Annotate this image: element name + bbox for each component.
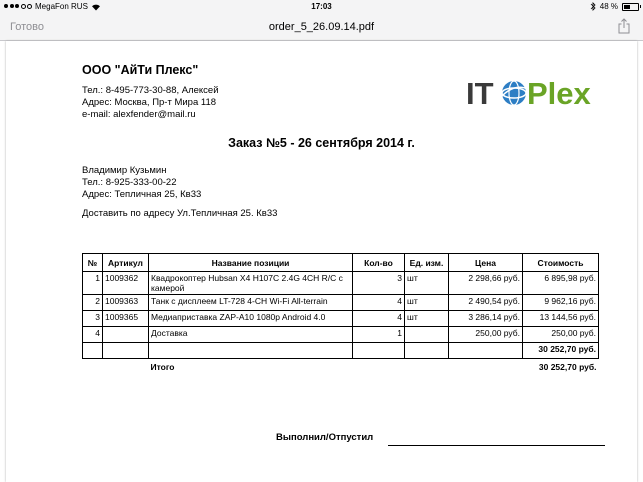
- subtotal-row: [83, 343, 599, 359]
- contact-email: e-mail: alexfender@mail.ru: [82, 109, 196, 120]
- row-number: 3: [83, 311, 103, 327]
- table-row: [83, 327, 599, 343]
- order-table: [82, 253, 599, 376]
- status-time: 17:03: [311, 2, 332, 11]
- col-header-number: №: [83, 254, 103, 272]
- contact-address: Адрес: Москва, Пр-т Мира 118: [82, 97, 217, 108]
- row-unit: шт: [405, 272, 449, 295]
- svg-text:IT: IT: [466, 76, 494, 109]
- order-title: Заказ №5 - 26 сентября 2014 г.: [228, 136, 415, 150]
- col-header-qty: Кол-во: [353, 254, 405, 272]
- row-unit: шт: [405, 311, 449, 327]
- itplex-logo: [466, 75, 606, 109]
- pdf-page: [6, 41, 637, 482]
- carrier-name: MegaFon RUS: [35, 2, 88, 11]
- row-cost: 6 895,98 руб.: [523, 272, 599, 295]
- row-price: 250,00 руб.: [449, 327, 523, 343]
- done-button[interactable]: Готово: [10, 21, 44, 33]
- total-value: 30 252,70 руб.: [538, 362, 597, 372]
- row-sku: 1009362: [103, 272, 149, 295]
- col-header-name: Название позиции: [149, 254, 353, 272]
- row-sku: [103, 327, 149, 343]
- battery-icon: [622, 3, 639, 11]
- row-price: 2 298,66 руб.: [449, 272, 523, 295]
- customer-name: Владимир Кузьмин: [82, 165, 167, 176]
- row-name: Танк с дисплеем LT-728 4-CH Wi-Fi All-terrain: [149, 295, 353, 311]
- row-number: 2: [83, 295, 103, 311]
- row-qty: 1: [353, 327, 405, 343]
- row-price: 3 286,14 руб.: [449, 311, 523, 327]
- total-row: [83, 359, 599, 377]
- company-contacts: [82, 85, 219, 121]
- share-icon[interactable]: [617, 18, 631, 34]
- signature-label: Выполнил/Отпустил: [276, 432, 374, 443]
- row-sku: 1009363: [103, 295, 149, 311]
- customer-phone: Тел.: 8-925-333-00-22: [82, 177, 177, 188]
- total-label: Итого: [150, 362, 175, 372]
- col-header-cost: Стоимость: [523, 254, 599, 272]
- row-unit: шт: [405, 295, 449, 311]
- table-row: [83, 295, 599, 311]
- subtotal-value: 30 252,70 руб.: [523, 343, 599, 359]
- table-row: [83, 311, 599, 327]
- row-name: Квадрокоптер Hubsan X4 H107C 2.4G 4CH R/C с камерой: [149, 272, 353, 295]
- row-qty: 3: [353, 272, 405, 295]
- row-unit: [405, 327, 449, 343]
- contact-phone: Тел.: 8-495-773-30-88, Алексей: [82, 85, 219, 96]
- col-header-price: Цена: [449, 254, 523, 272]
- row-cost: 250,00 руб.: [523, 327, 599, 343]
- table-row: [83, 272, 599, 295]
- row-qty: 4: [353, 311, 405, 327]
- customer-address: Адрес: Тепличная 25, Кв33: [82, 189, 202, 200]
- svg-text:Plex: Plex: [527, 76, 591, 109]
- row-cost: 13 144,56 руб.: [523, 311, 599, 327]
- table-header-row: [83, 254, 599, 272]
- status-bar: [0, 0, 643, 14]
- delivery-address: Доставить по адресу Ул.Тепличная 25. Кв33: [82, 208, 278, 219]
- bluetooth-icon: [590, 2, 596, 11]
- row-cost: 9 962,16 руб.: [523, 295, 599, 311]
- globe-icon: [501, 81, 528, 105]
- col-header-unit: Ед. изм.: [405, 254, 449, 272]
- row-name: Медиаприставка ZAP-A10 1080p Android 4.0: [149, 311, 353, 327]
- row-name: Доставка: [149, 327, 353, 343]
- battery-percent: 48 %: [599, 2, 618, 11]
- row-sku: 1009365: [103, 311, 149, 327]
- nav-bar: [0, 14, 643, 41]
- row-price: 2 490,54 руб.: [449, 295, 523, 311]
- row-qty: 4: [353, 295, 405, 311]
- row-number: 4: [83, 327, 103, 343]
- signature-line: [388, 445, 605, 446]
- document-title: order_5_26.09.14.pdf: [268, 21, 375, 33]
- col-header-sku: Артикул: [103, 254, 149, 272]
- customer-info: [82, 165, 201, 201]
- row-number: 1: [83, 272, 103, 295]
- company-name: ООО "АйТи Плекс": [82, 63, 199, 77]
